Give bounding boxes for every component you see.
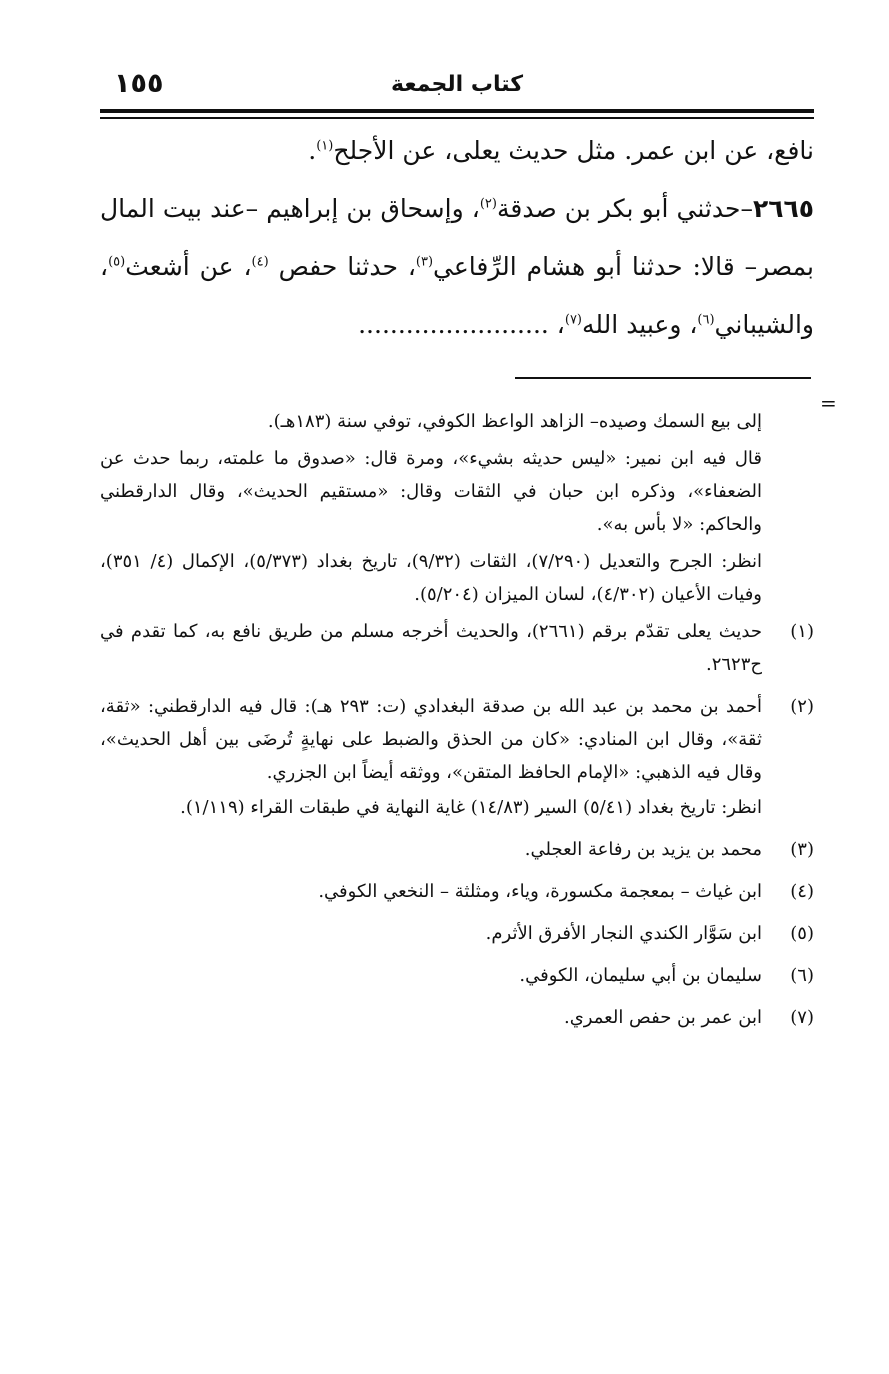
hadith-paragraph <box>100 180 814 354</box>
page-header <box>100 66 814 106</box>
footnote-item <box>100 690 814 826</box>
hadith-text-5: ، والشيباني <box>100 252 814 339</box>
footnote-ref: (٤) <box>251 254 269 270</box>
hadith-text-2: ، وإسحاق بن إبراهيم –عند بيت المال بمصر– قالا: حدثنا أبو هشام الرِّفاعي <box>100 194 814 281</box>
footnote-number: (١) <box>790 621 814 642</box>
footnote-item <box>100 833 814 868</box>
footnote-text: ابن غياث – بمعجمة مكسورة، وياء، ومثلثة – النخعي الكوفي. <box>318 881 762 902</box>
footnote-item <box>100 959 814 994</box>
hadith-text-7: ، <box>548 310 565 339</box>
footnote-text: ابن سَوَّار الكندي النجار الأفرق الأثرم. <box>485 923 762 944</box>
footnote-number: (٢) <box>790 696 814 717</box>
hadith-text-3: ، حدثنا حفص <box>268 252 416 281</box>
footnote-text: حديث يعلى تقدّم برقم (٢٦٦١)، والحديث أخرجه مسلم من طريق نافع به، كما تقدم في ح٢٦٢٣. <box>100 621 762 675</box>
continuation-dots: ........................ <box>358 310 549 339</box>
main-text <box>100 122 814 354</box>
footnote-body <box>100 917 762 952</box>
footnote-continued-paragraph: انظر: الجرح والتعديل (٧/٢٩٠)، الثقات (٩/٣٢)، تاريخ بغداد (٥/٣٧٣)، الإكمال (٤/ ٣٥١)، وفيات الأعيان (٤/٣٠٢)، لسان الميزان (٥/٢٠٤). <box>100 551 763 605</box>
footnote-number: (٣) <box>790 839 814 860</box>
footnote-text: سليمان بن أبي سليمان، الكوفي. <box>519 965 762 986</box>
continuation-mark: = <box>820 391 837 415</box>
footnote-number: (٤) <box>790 881 814 902</box>
header-rule-thin <box>100 117 814 119</box>
footnote-body <box>100 1001 762 1036</box>
footnote-ref: (٢) <box>479 196 497 212</box>
footnote-continued-paragraph: قال فيه ابن نمير: «ليس حديثه بشيء»، ومرة قال: «صدوق ما علمته، ربما حدث عن الضعفاء»، وذكره ابن حبان في الثقات وقال: «مستقيم الحديث»، وقال الدارقطني والحاكم: «لا بأس به». <box>100 448 762 535</box>
hadith-text-6: ، وعبيد الله <box>582 310 698 339</box>
footnote-item <box>100 875 814 910</box>
main-line-1-end: . <box>308 136 317 165</box>
footnote-ref: (١) <box>316 138 334 154</box>
footnote-number: (٥) <box>790 923 814 944</box>
footnote-number: (٧) <box>790 1007 814 1028</box>
footnote-text: أحمد بن محمد بن عبد الله بن صدقة البغدادي (ت: ٢٩٣ هـ): قال فيه الدارقطني: «ثقة، ثقة»، وقال ابن المنادي: «كان من الحذق والضبط على نهايةٍ تُرضَى بين أهل الحديث»، وقال فيه الذهبي: «الإمام الحافظ المتقن»، ووثقه أيضاً ابن الجزري. <box>100 696 762 783</box>
footnote-item <box>100 1001 814 1036</box>
header-rule-thick <box>100 109 814 113</box>
footnote-body <box>100 690 762 826</box>
footnote-separator <box>515 377 811 379</box>
footnote-text: ابن عمر بن حفص العمري. <box>564 1007 762 1028</box>
footnote-ref: (٦) <box>697 312 715 328</box>
footnote-ref: (٧) <box>564 312 582 328</box>
footnote-body <box>100 875 762 910</box>
footnote-ref: (٣) <box>415 254 434 270</box>
footnote-item <box>100 615 814 683</box>
footnote-ref: (٥) <box>108 254 126 270</box>
footnote-continued-paragraph: إلى بيع السمك وصيده– الزاهد الواعظ الكوفي، توفي سنة (١٨٣هـ). <box>267 411 762 432</box>
footnote-body <box>100 959 762 994</box>
hadith-number: ٢٦٦٥ <box>752 194 814 223</box>
footnote-number: (٦) <box>790 965 814 986</box>
main-line-1-text: نافع، عن ابن عمر. مثل حديث يعلى، عن الأجلح <box>333 136 814 165</box>
page-number: ١٥٥ <box>114 68 164 99</box>
book-title: كتاب الجمعة <box>391 72 523 97</box>
hadith-text-1: –حدثني أبو بكر بن صدقة <box>496 194 753 223</box>
main-line-1 <box>100 122 814 180</box>
footnote-text: محمد بن يزيد بن رفاعة العجلي. <box>524 839 762 860</box>
footnote-body <box>100 615 762 683</box>
footnote-item <box>100 917 814 952</box>
footnote-body <box>100 833 762 868</box>
footnote-text: انظر: تاريخ بغداد (٥/٤١) السير (١٤/٨٣) غاية النهاية في طبقات القراء (١/١١٩). <box>180 797 762 818</box>
footnotes <box>100 405 814 1043</box>
hadith-text-4: ، عن أشعث <box>125 252 252 281</box>
